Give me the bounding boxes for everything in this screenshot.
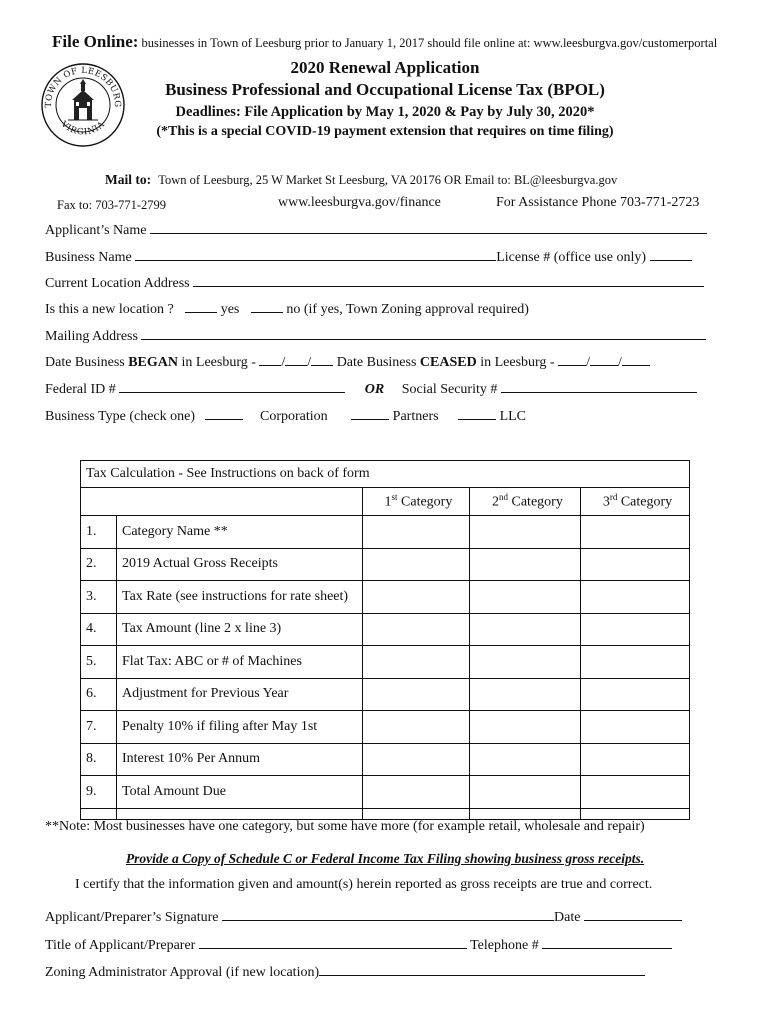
ssn-field[interactable] [501,380,697,393]
table-row [81,711,690,744]
deadlines: Deadlines: File Application by May 1, 2020 & Pay by July 30, 2020* [175,104,595,120]
category-2-header: 2nd Category [469,488,580,516]
row-number: 4. [81,613,117,646]
business-name-label: Business Name [45,250,132,265]
category-3-input-cell[interactable] [581,613,690,646]
dates-row: Date Business BEGAN in Leesburg - / / Date Business CEASED in Leesburg - / / [45,353,650,371]
corporation-label: Corporation [260,409,328,424]
date-began-label-pre: Date Business [45,355,129,370]
category-3-input-cell[interactable] [581,776,690,809]
category-note: **Note: Most businesses have one category, but some have more (for example retail, wholesale and repair) [45,819,645,834]
mail-to-label: Mail to: [105,172,152,187]
new-location-question: Is this a new location ? [45,302,174,317]
applicant-name-row [45,221,707,239]
seal-top-text: TOWN OF LEESBURG [43,65,123,108]
federal-id-label: Federal ID # [45,382,116,397]
began-month-field[interactable] [259,353,281,366]
table-row [81,678,690,711]
row-label: Flat Tax: ABC or # of Machines [117,646,363,679]
began-year-field[interactable] [311,353,333,366]
row-number: 5. [81,646,117,679]
fax: Fax to: 703-771-2799 [57,198,167,212]
corporation-checkbox[interactable] [205,407,243,420]
category-3-input-cell[interactable] [581,516,690,549]
signature-label: Applicant/Preparer’s Signature [45,910,219,925]
category-1-header: 1st Category [363,488,470,516]
category-1-input-cell[interactable] [363,711,470,744]
category-1-input-cell[interactable] [363,516,470,549]
covid-note: (*This is a special COVID-19 payment extension that requires on time filing) [156,124,614,139]
category-2-input-cell[interactable] [469,548,580,581]
new-location-no-field[interactable] [251,300,283,313]
llc-label: LLC [499,409,527,424]
table-header: Tax Calculation - See Instructions on back of form [81,461,690,488]
category-2-input-cell[interactable] [469,516,580,549]
row-label: Category Name ** [117,516,363,549]
row-label: Tax Rate (see instructions for rate sheet) [117,581,363,614]
tax-id-row [45,380,697,398]
partners-checkbox[interactable] [351,407,389,420]
tax-calculation-table [80,460,690,820]
signature-field[interactable] [222,908,554,921]
business-type-row [45,407,526,425]
category-2-input-cell[interactable] [469,613,580,646]
seal-bottom-text: VIRGINIA [58,119,108,138]
title-label: Title of Applicant/Preparer [45,938,196,953]
row-label: 2019 Actual Gross Receipts [117,548,363,581]
table-row [81,613,690,646]
ceased-label: CEASED [419,355,477,370]
category-2-input-cell[interactable] [469,581,580,614]
business-name-field[interactable] [135,248,496,261]
mail-to-line [105,172,617,188]
title-field[interactable] [199,936,467,949]
business-name-row [45,248,692,266]
row-number: 9. [81,776,117,809]
table-header-row [81,461,690,488]
zoning-row [45,963,645,981]
website-link[interactable]: www.leesburgva.gov/finance [278,195,441,210]
new-location-row [45,300,529,318]
current-location-field[interactable] [193,274,704,287]
category-2-input-cell[interactable] [469,776,580,809]
date-field[interactable] [584,908,682,921]
date-label: Date [554,910,581,925]
date-ceased-label-post: in Leesburg - [476,355,555,370]
license-number-field[interactable] [650,248,692,261]
table-row [81,516,690,549]
category-2-input-cell[interactable] [469,678,580,711]
category-3-input-cell[interactable] [581,646,690,679]
llc-checkbox[interactable] [458,407,496,420]
row-label: Interest 10% Per Annum [117,743,363,776]
category-1-input-cell[interactable] [363,678,470,711]
category-1-input-cell[interactable] [363,581,470,614]
mailing-address-row [45,327,706,345]
provide-copy-note: Provide a Copy of Schedule C or Federal Income Tax Filing showing business gross receipts. [125,851,645,866]
row-number: 2. [81,548,117,581]
table-tail-row [81,808,690,819]
date-began-label-post: in Leesburg - [178,355,256,370]
zoning-label: Zoning Administrator Approval (if new location) [45,965,320,980]
file-online-text: businesses in Town of Leesburg prior to January 1, 2017 should file online at: www.leesburgva.gov/customerportal [138,36,718,50]
file-online-line [52,32,717,52]
assistance-phone: For Assistance Phone 703-771-2723 [496,195,700,210]
applicant-name-field[interactable] [150,221,707,234]
zoning-approval-field[interactable] [319,963,645,976]
category-1-input-cell[interactable] [363,646,470,679]
form-title: 2020 Renewal Application [290,58,480,77]
row-label: Tax Amount (line 2 x line 3) [117,613,363,646]
blank-header-cell [81,488,363,516]
category-1-input-cell[interactable] [363,776,470,809]
category-2-input-cell[interactable] [469,646,580,679]
row-number: 6. [81,678,117,711]
table-row [81,548,690,581]
partners-label: Partners [392,409,439,424]
category-3-input-cell[interactable] [581,711,690,744]
current-location-row [45,274,704,292]
federal-id-field[interactable] [119,380,345,393]
or-label: OR [364,382,385,397]
row-number: 7. [81,711,117,744]
ceased-month-field[interactable] [558,353,586,366]
began-day-field[interactable] [285,353,307,366]
category-1-input-cell[interactable] [363,743,470,776]
telephone-field[interactable] [542,936,672,949]
ssn-label: Social Security # [401,382,498,397]
no-label: no (if yes, Town Zoning approval required) [286,302,529,317]
license-number-label: License # (office use only) [496,250,647,265]
signature-row [45,908,682,926]
ceased-year-field[interactable] [622,353,650,366]
row-number: 1. [81,516,117,549]
telephone-label: Telephone # [470,938,539,953]
category-1-input-cell[interactable] [363,548,470,581]
began-label: BEGAN [128,355,179,370]
table-row [81,646,690,679]
mailing-address-field[interactable] [141,327,706,340]
row-number: 8. [81,743,117,776]
mail-to-text: Town of Leesburg, 25 W Market St Leesburg, VA 20176 OR Email to: BL@leesburgva.gov [158,173,618,187]
table-row [81,581,690,614]
category-3-input-cell[interactable] [581,548,690,581]
ceased-day-field[interactable] [590,353,618,366]
yes-label: yes [220,302,240,317]
category-1-input-cell[interactable] [363,613,470,646]
category-3-input-cell[interactable] [581,678,690,711]
mailing-address-label: Mailing Address [45,329,138,344]
new-location-yes-field[interactable] [185,300,217,313]
category-3-input-cell[interactable] [581,581,690,614]
row-label: Penalty 10% if filing after May 1st [117,711,363,744]
category-3-input-cell[interactable] [581,743,690,776]
title-row [45,936,672,954]
category-2-input-cell[interactable] [469,743,580,776]
form-subtitle: Business Professional and Occupational License Tax (BPOL) [165,80,605,99]
file-online-label: File Online: [52,32,139,51]
certify-statement: I certify that the information given and amount(s) herein reported as gross receipts are true and correct. [75,877,653,892]
current-location-label: Current Location Address [45,276,190,291]
row-label: Adjustment for Previous Year [117,678,363,711]
date-ceased-label-pre: Date Business [336,355,420,370]
table-row [81,743,690,776]
applicant-name-label: Applicant’s Name [45,223,147,238]
category-3-header: 3rd Category [581,488,690,516]
category-2-input-cell[interactable] [469,711,580,744]
category-header-row [81,488,690,516]
business-type-label: Business Type (check one) [45,409,196,424]
table-row [81,776,690,809]
row-label: Total Amount Due [117,776,363,809]
row-number: 3. [81,581,117,614]
